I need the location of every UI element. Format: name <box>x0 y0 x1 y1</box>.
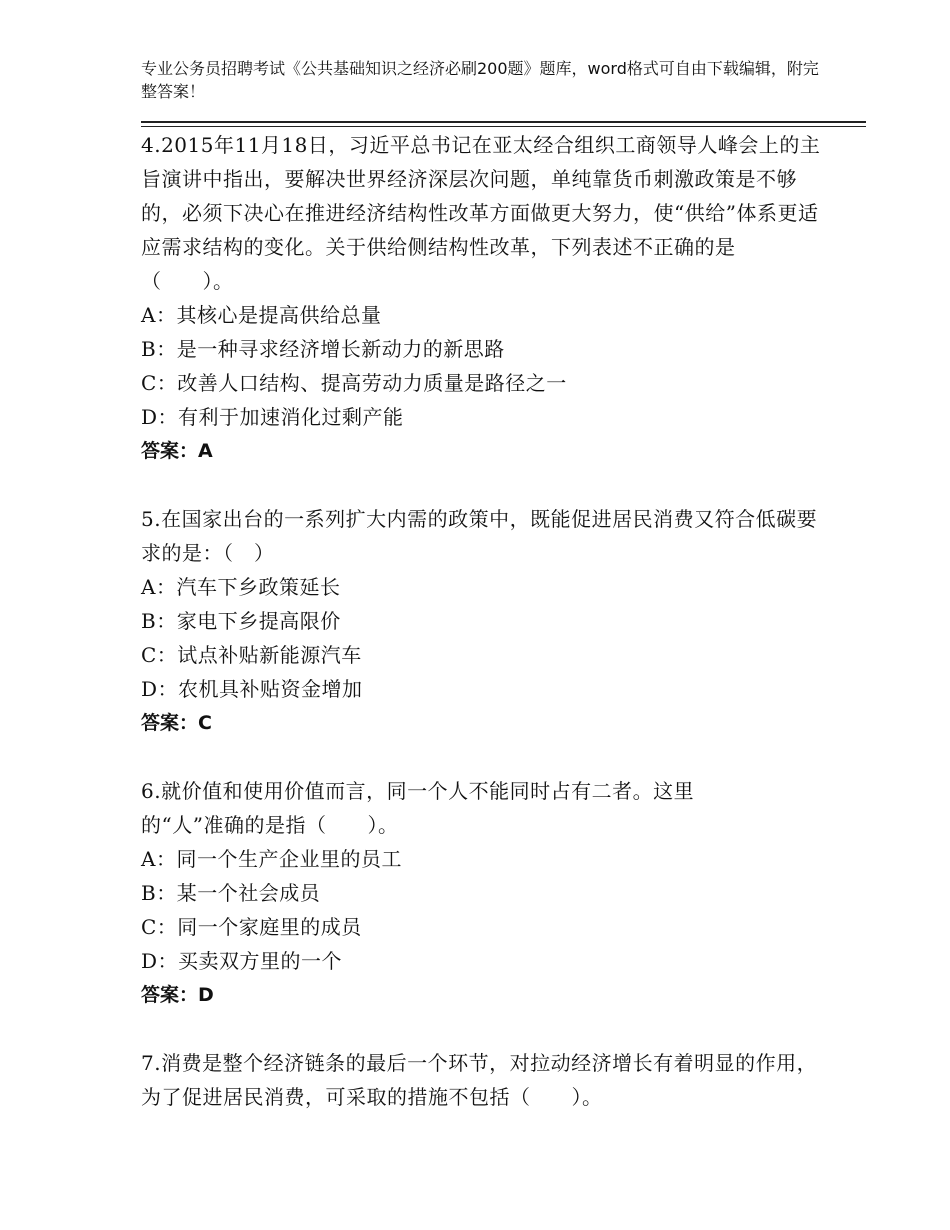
header-rule-thin <box>141 126 866 127</box>
question-7 <box>141 1046 821 1114</box>
answer-label: 答案： <box>141 440 199 462</box>
option-c: C：试点补贴新能源汽车 <box>141 643 362 667</box>
question-stem: 7.消费是整个经济链条的最后一个环节，对拉动经济增长有着明显的作用，为了促进居民消费，可采取的措施不包括（ ）。 <box>141 1051 818 1109</box>
answer-value: D <box>198 984 214 1006</box>
question-6 <box>141 774 821 1012</box>
option-a: A：汽车下乡政策延长 <box>141 575 341 599</box>
option-b: B：是一种寻求经济增长新动力的新思路 <box>141 337 505 361</box>
answer-value: C <box>198 712 212 734</box>
question-stem-line-2: 的“人”准确的是指（ ）。 <box>141 813 399 837</box>
document-header: 专业公务员招聘考试《公共基础知识之经济必刷200题》题库，word格式可自由下载编辑，附完整答案！ <box>141 59 819 101</box>
option-d: D：买卖双方里的一个 <box>141 949 343 973</box>
option-d: D：农机具补贴资金增加 <box>141 677 363 701</box>
question-4 <box>141 128 821 468</box>
answer-label: 答案： <box>141 712 199 734</box>
question-5 <box>141 502 821 740</box>
option-b: B：家电下乡提高限价 <box>141 609 341 633</box>
answer-line <box>141 978 821 1012</box>
answer-label: 答案： <box>141 984 199 1006</box>
question-stem: 5.在国家出台的一系列扩大内需的政策中，既能促进居民消费又符合低碳要求的是：（ ） <box>141 507 818 565</box>
option-d: D：有利于加速消化过剩产能 <box>141 405 404 429</box>
answer-line <box>141 706 821 740</box>
option-c: C：改善人口结构、提高劳动力质量是路径之一 <box>141 371 567 395</box>
header-rule-thick <box>141 121 866 123</box>
option-a: A：同一个生产企业里的员工 <box>141 847 402 871</box>
option-b: B：某一个社会成员 <box>141 881 321 905</box>
answer-line <box>141 434 821 468</box>
option-c: C：同一个家庭里的成员 <box>141 915 362 939</box>
option-a: A：其核心是提高供给总量 <box>141 303 382 327</box>
answer-value: A <box>198 440 213 462</box>
question-stem-line-1: 6.就价值和使用价值而言，同一个人不能同时占有二者。这里 <box>141 779 695 803</box>
question-stem: 4.2015年11月18日，习近平总书记在亚太经合组织工商领导人峰会上的主旨演讲中指出，要解决世界经济深层次问题，单纯靠货币刺激政策是不够的，必须下决心在推进经济结构性改革方面做更大努力，使“供给”体系更适应需求结构的变化。关于供给侧结构性改革，下列表述不正确的是（ ）。 <box>141 133 821 293</box>
question-list <box>141 128 821 1114</box>
